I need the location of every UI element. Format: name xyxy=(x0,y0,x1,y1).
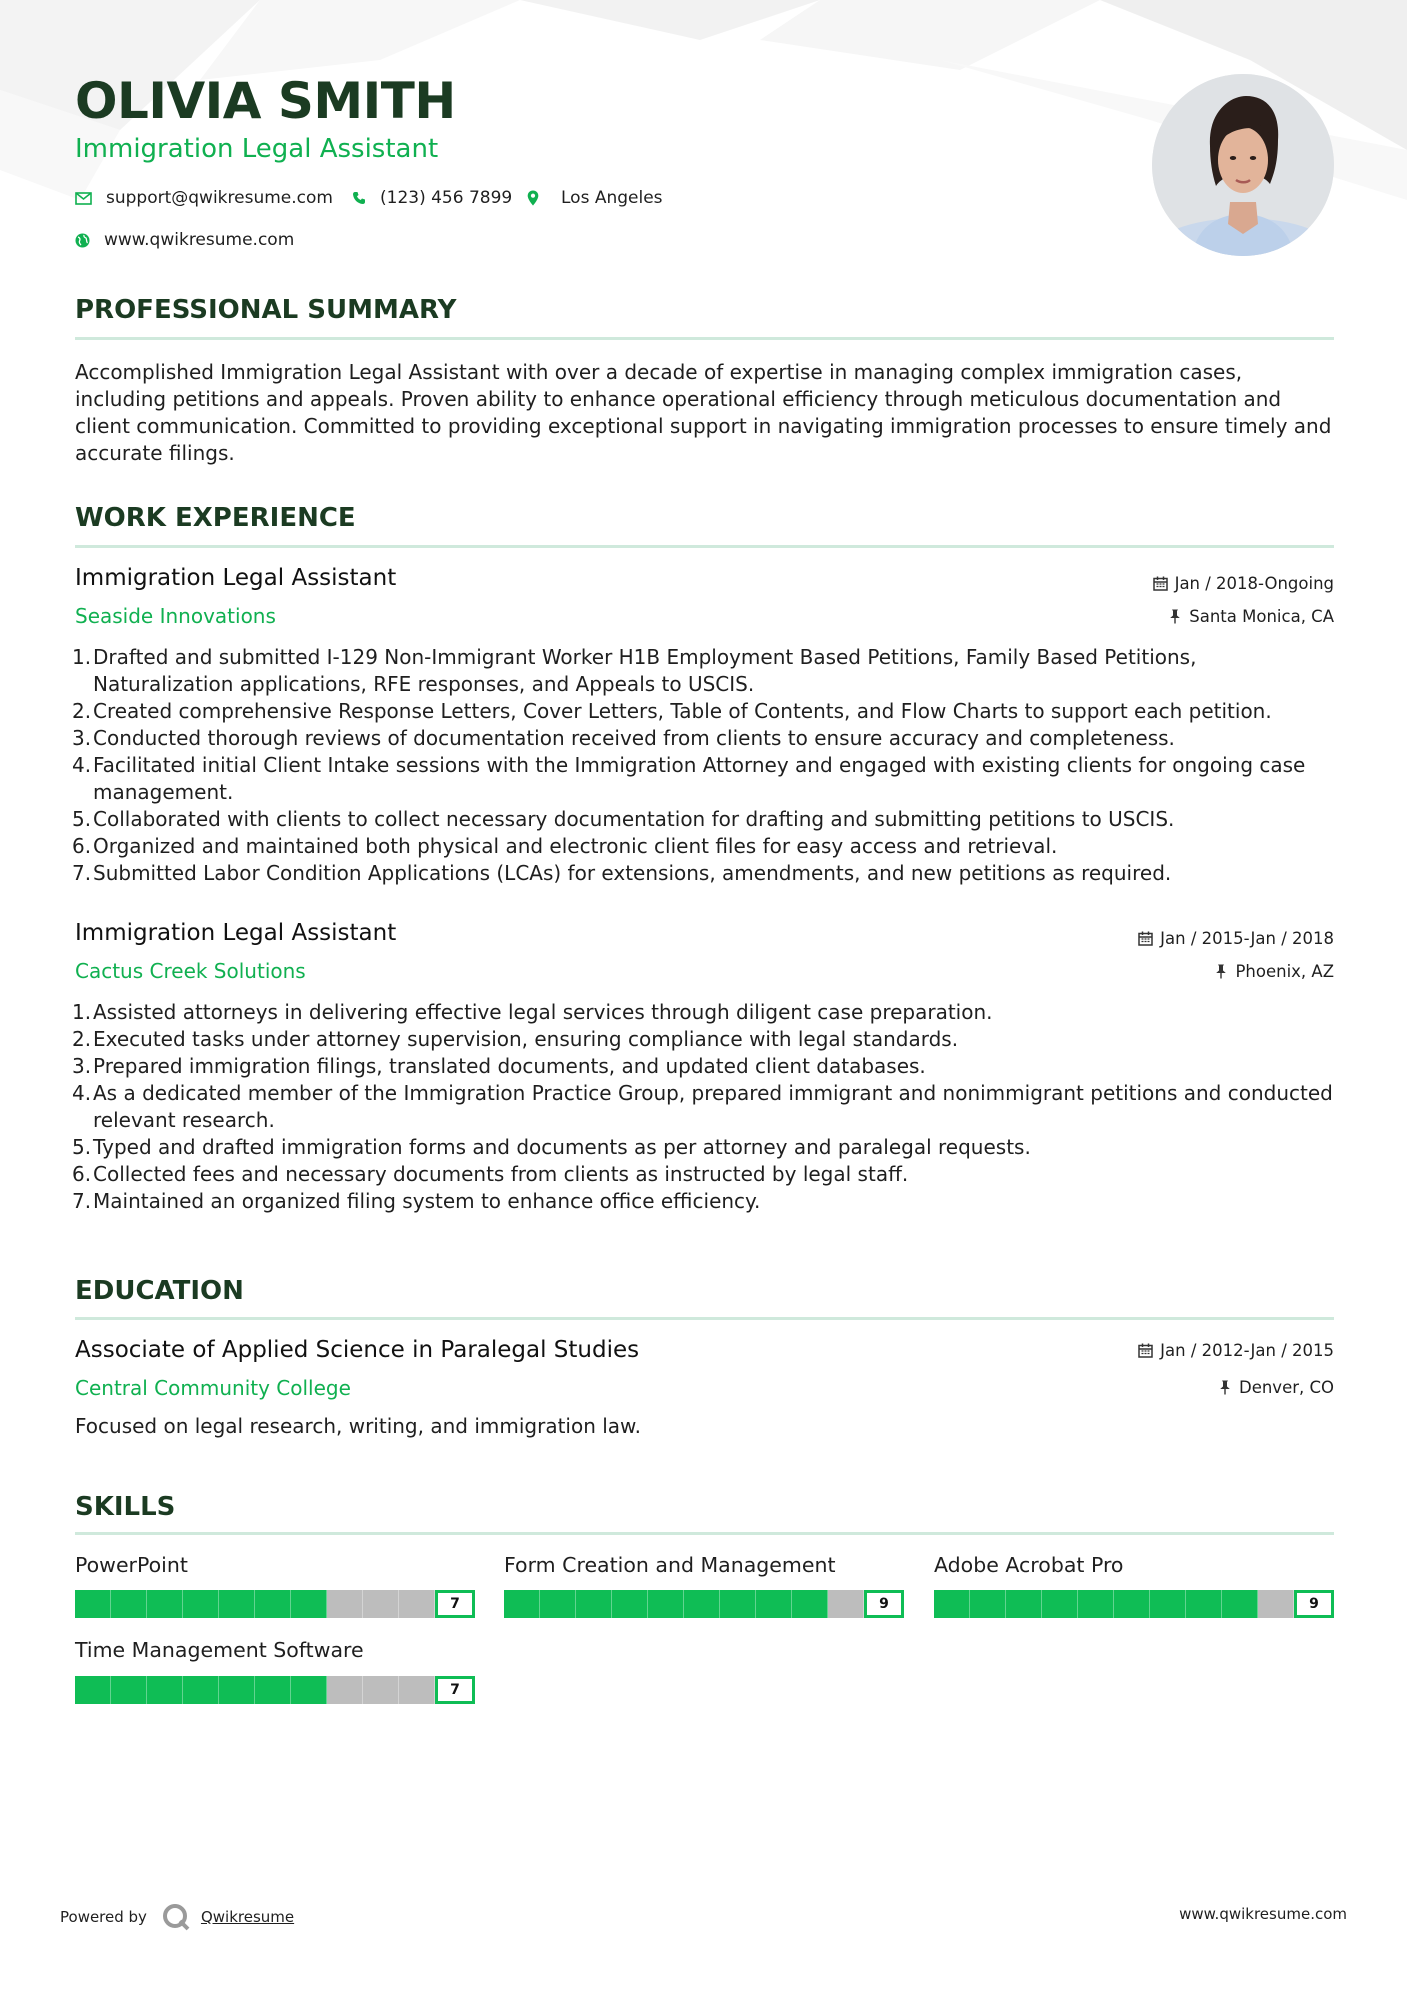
education-divider xyxy=(75,1317,1334,1320)
skill-segment xyxy=(720,1590,756,1618)
qwikresume-logo-icon xyxy=(161,1902,191,1932)
skills-divider xyxy=(75,1532,1334,1535)
calendar-icon xyxy=(1138,1343,1153,1358)
skill-segment xyxy=(1114,1590,1150,1618)
experience-divider xyxy=(75,545,1334,548)
calendar-icon xyxy=(1138,931,1153,946)
summary-divider xyxy=(75,337,1334,340)
contact-email[interactable] xyxy=(75,188,333,208)
skill-segment xyxy=(612,1590,648,1618)
list-item: 5. Typed and drafted immigration forms and documents as per attorney and paralegal requests. xyxy=(72,1135,1031,1159)
skill-segment xyxy=(399,1590,435,1618)
pushpin-icon xyxy=(1219,1380,1231,1395)
skill-bar xyxy=(934,1590,1334,1618)
skill-segment xyxy=(828,1590,864,1618)
skill-segment xyxy=(255,1590,291,1618)
skill-segment xyxy=(291,1590,327,1618)
pushpin-icon xyxy=(1215,964,1227,979)
education-description: Focused on legal research, writing, and immigration law. xyxy=(75,1414,641,1438)
job-company: Seaside Innovations xyxy=(75,604,276,628)
skill-segment xyxy=(147,1590,183,1618)
skill-name: Time Management Software xyxy=(75,1638,364,1662)
list-item: 6. Organized and maintained both physical and electronic client files for easy access and retrieval. xyxy=(72,834,1058,858)
skill-segment xyxy=(1258,1590,1294,1618)
powered-by-text: Powered by xyxy=(60,1908,147,1926)
skill-segment xyxy=(504,1590,540,1618)
candidate-role: Immigration Legal Assistant xyxy=(75,134,439,164)
contact-phone[interactable] xyxy=(352,188,512,208)
job-dates xyxy=(1153,574,1334,593)
skills-heading: SKILLS xyxy=(75,1492,176,1522)
phone-icon xyxy=(352,191,366,205)
job-dates xyxy=(1138,929,1334,948)
website-text: www.qwikresume.com xyxy=(104,230,295,250)
skill-name: Adobe Acrobat Pro xyxy=(934,1553,1124,1577)
experience-heading: WORK EXPERIENCE xyxy=(75,503,356,533)
skill-segment xyxy=(970,1590,1006,1618)
list-item: 2. Executed tasks under attorney supervision, ensuring compliance with legal standards. xyxy=(72,1027,959,1051)
skill-bar xyxy=(75,1676,475,1704)
email-text: support@qwikresume.com xyxy=(106,188,333,208)
skill-segment xyxy=(75,1590,111,1618)
skill-bar xyxy=(75,1590,475,1618)
education-location-text: Denver, CO xyxy=(1238,1378,1334,1397)
skill-score: 7 xyxy=(435,1676,475,1704)
job-bullets xyxy=(72,999,1340,1215)
skill-segment xyxy=(1006,1590,1042,1618)
skill-segment xyxy=(183,1590,219,1618)
phone-text: (123) 456 7899 xyxy=(380,188,513,208)
skill-segment xyxy=(648,1590,684,1618)
list-item: 7. Maintained an organized filing system to enhance office efficiency. xyxy=(72,1189,761,1213)
job-title: Immigration Legal Assistant xyxy=(75,565,397,591)
skill-segment xyxy=(934,1590,970,1618)
job-location-text: Santa Monica, CA xyxy=(1189,607,1334,626)
skill-segment xyxy=(1078,1590,1114,1618)
skill-segment xyxy=(1042,1590,1078,1618)
list-item: 1. Drafted and submitted I-129 Non-Immigrant Worker H1B Employment Based Petitions, Family Based Petitions, Naturalization applications, RFE responses, and Appeals to USCIS. xyxy=(72,645,1197,696)
skill-segment xyxy=(75,1676,111,1704)
skill-segment xyxy=(540,1590,576,1618)
education-degree: Associate of Applied Science in Paralegal Studies xyxy=(75,1337,640,1363)
skill-score: 9 xyxy=(1294,1590,1334,1618)
list-item: 3. Conducted thorough reviews of documentation received from clients to ensure accuracy and completeness. xyxy=(72,726,1175,750)
skill-segment xyxy=(792,1590,828,1618)
skill-segment xyxy=(183,1676,219,1704)
skill-segment xyxy=(363,1590,399,1618)
profile-photo xyxy=(1152,74,1334,256)
skill-name: PowerPoint xyxy=(75,1553,188,1577)
calendar-icon xyxy=(1153,576,1168,591)
skill-segment xyxy=(576,1590,612,1618)
education-dates xyxy=(1138,1341,1334,1360)
list-item: 6. Collected fees and necessary documents from clients as instructed by legal staff. xyxy=(72,1162,909,1186)
summary-text: Accomplished Immigration Legal Assistant with over a decade of expertise in managing complex immigration cases, including petitions and appeals. Proven ability to enhance operational efficiency through meticulous documentation and client communication. Committed to providing exceptional support in navigating immigration processes to ensure timely and accurate filings. xyxy=(75,360,1332,465)
skill-segment xyxy=(147,1676,183,1704)
skill-name: Form Creation and Management xyxy=(504,1553,836,1577)
job-location xyxy=(1215,962,1334,981)
skill-segment xyxy=(327,1590,363,1618)
map-pin-icon xyxy=(527,190,539,206)
footer-website[interactable]: www.qwikresume.com xyxy=(1179,1905,1347,1923)
skill-segment xyxy=(219,1590,255,1618)
skill-score: 7 xyxy=(435,1590,475,1618)
location-text: Los Angeles xyxy=(561,188,663,208)
list-item: 2. Created comprehensive Response Letters, Cover Letters, Table of Contents, and Flow Charts to support each petition. xyxy=(72,699,1272,723)
job-location-text: Phoenix, AZ xyxy=(1235,962,1334,981)
candidate-name: OLIVIA SMITH xyxy=(75,72,456,130)
skill-segment xyxy=(363,1676,399,1704)
skill-segment xyxy=(1186,1590,1222,1618)
globe-icon xyxy=(75,233,90,248)
job-company: Cactus Creek Solutions xyxy=(75,959,306,983)
contact-location xyxy=(527,188,663,208)
brand-link[interactable]: Qwikresume xyxy=(200,1908,295,1926)
skill-score: 9 xyxy=(864,1590,904,1618)
skill-segment xyxy=(399,1676,435,1704)
footer-powered-by xyxy=(60,1902,294,1932)
skill-segment xyxy=(327,1676,363,1704)
education-school: Central Community College xyxy=(75,1376,351,1400)
skill-segment xyxy=(1150,1590,1186,1618)
pushpin-icon xyxy=(1169,609,1181,624)
skill-segment xyxy=(111,1676,147,1704)
skill-segment xyxy=(684,1590,720,1618)
education-location xyxy=(1219,1378,1334,1397)
envelope-icon xyxy=(75,192,92,205)
education-heading: EDUCATION xyxy=(75,1276,244,1306)
job-title: Immigration Legal Assistant xyxy=(75,920,397,946)
list-item: 1. Assisted attorneys in delivering effective legal services through diligent case preparation. xyxy=(72,1000,993,1024)
skill-segment xyxy=(291,1676,327,1704)
list-item: 4. Facilitated initial Client Intake sessions with the Immigration Attorney and engaged with existing clients for ongoing case management. xyxy=(72,753,1306,804)
skill-segment xyxy=(111,1590,147,1618)
job-location xyxy=(1169,607,1334,626)
list-item: 4. As a dedicated member of the Immigration Practice Group, prepared immigrant and nonimmigrant petitions and conducted relevant research. xyxy=(72,1081,1333,1132)
skill-bar xyxy=(504,1590,904,1618)
job-dates-text: Jan / 2018-Ongoing xyxy=(1174,574,1334,593)
list-item: 5. Collaborated with clients to collect necessary documentation for drafting and submitting petitions to USCIS. xyxy=(72,807,1175,831)
job-dates-text: Jan / 2015-Jan / 2018 xyxy=(1160,929,1334,948)
skill-segment xyxy=(756,1590,792,1618)
job-bullets xyxy=(72,644,1340,887)
list-item: 7. Submitted Labor Condition Applications (LCAs) for extensions, amendments, and new petitions as required. xyxy=(72,861,1172,885)
summary-heading: PROFESSIONAL SUMMARY xyxy=(75,295,457,325)
contact-website[interactable] xyxy=(75,230,294,250)
skill-segment xyxy=(219,1676,255,1704)
list-item: 3. Prepared immigration filings, translated documents, and updated client databases. xyxy=(72,1054,926,1078)
education-dates-text: Jan / 2012-Jan / 2015 xyxy=(1160,1341,1334,1360)
skill-segment xyxy=(1222,1590,1258,1618)
skill-segment xyxy=(255,1676,291,1704)
